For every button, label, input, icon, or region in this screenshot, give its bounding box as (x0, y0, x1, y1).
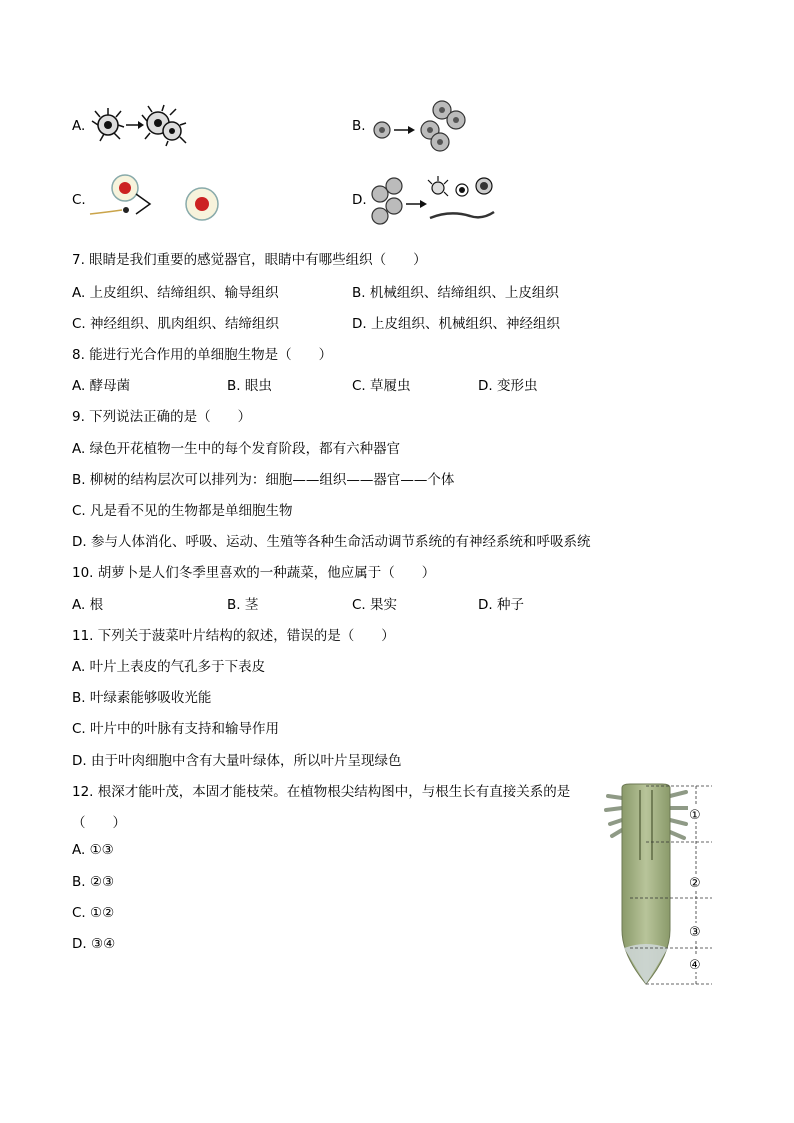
q7-option-a: A. 上皮组织、结缔组织、输导组织 (72, 285, 279, 301)
q12-stem: 12. 根深才能叶茂，本固才能枝荣。在植物根尖结构图中，与根生长有直接关系的是 (72, 784, 571, 800)
q6-option-a-label: A. (72, 118, 86, 134)
cell-cluster-icon (372, 178, 402, 224)
q8-option-b: B. 眼虫 (227, 378, 272, 394)
q10-option-c: C. 果实 (352, 597, 398, 613)
root-zone-label-2: ② (689, 876, 701, 891)
q9-option-c: C. 凡是看不见的生物都是单细胞生物 (72, 503, 293, 519)
q7-option-d: D. 上皮组织、机械组织、神经组织 (352, 316, 560, 332)
q6-option-b-figure (370, 98, 470, 156)
q12-stem-continued: （ ） (72, 815, 126, 831)
q6-option-b-label: B. (352, 118, 366, 134)
q11-stem: 11. 下列关于菠菜叶片结构的叙述，错误的是（ ） (72, 628, 395, 644)
nerve-cell-icon (92, 108, 124, 141)
q7-option-c: C. 神经组织、肌肉组织、结缔组织 (72, 316, 280, 332)
sperm-cell-icon (90, 207, 129, 214)
q9-option-a: A. 绿色开花植物一生中的每个发育阶段，都有六种器官 (72, 441, 401, 457)
q6-option-c-label: C. (72, 192, 86, 208)
q8-option-a: A. 酵母菌 (72, 378, 131, 394)
q6-option-c-figure (88, 174, 238, 224)
q12-option-b: B. ②③ (72, 874, 115, 890)
q12-option-d: D. ③④ (72, 936, 116, 952)
fertilized-egg-icon (186, 188, 218, 220)
egg-cell-icon (112, 175, 138, 201)
q10-option-d: D. 种子 (478, 597, 524, 613)
q8-option-c: C. 草履虫 (352, 378, 411, 394)
q12-option-c: C. ①② (72, 905, 115, 921)
q7-option-b: B. 机械组织、结缔组织、上皮组织 (352, 285, 559, 301)
q11-option-a: A. 叶片上表皮的气孔多于下表皮 (72, 659, 266, 675)
q11-option-c: C. 叶片中的叶脉有支持和输导作用 (72, 721, 280, 737)
q6-option-d-figure (370, 172, 500, 232)
q9-option-b: B. 柳树的结构层次可以排列为：细胞——组织——器官——个体 (72, 472, 455, 488)
q10-option-a: A. 根 (72, 597, 104, 613)
q8-option-d: D. 变形虫 (478, 378, 538, 394)
nerve-cell-icon (142, 105, 186, 146)
q12-option-a: A. ①③ (72, 842, 114, 858)
q6-option-a-figure (90, 103, 190, 147)
q10-stem: 10. 胡萝卜是人们冬季里喜欢的一种蔬菜，他应属于（ ） (72, 565, 436, 581)
q9-stem: 9. 下列说法正确的是（ ） (72, 409, 252, 425)
q9-option-d: D. 参与人体消化、呼吸、运动、生殖等各种生命活动调节系统的有神经系统和呼吸系统 (72, 534, 591, 550)
root-zone-label-3: ③ (689, 925, 701, 940)
root-tip-figure (600, 780, 720, 990)
differentiated-cells-icon (428, 176, 494, 218)
q11-option-b: B. 叶绿素能够吸收光能 (72, 690, 212, 706)
root-zone-label-1: ① (689, 808, 701, 823)
q6-option-d-label: D. (352, 192, 367, 208)
cell-icon (374, 122, 390, 138)
q7-stem: 7. 眼睛是我们重要的感觉器官，眼睛中有哪些组织（ ） (72, 252, 427, 268)
root-zone-label-4: ④ (689, 958, 701, 973)
q10-option-b: B. 茎 (227, 597, 259, 613)
q8-stem: 8. 能进行光合作用的单细胞生物是（ ） (72, 347, 333, 363)
cell-cluster-icon (421, 101, 465, 151)
q11-option-d: D. 由于叶肉细胞中含有大量叶绿体，所以叶片呈现绿色 (72, 753, 402, 769)
